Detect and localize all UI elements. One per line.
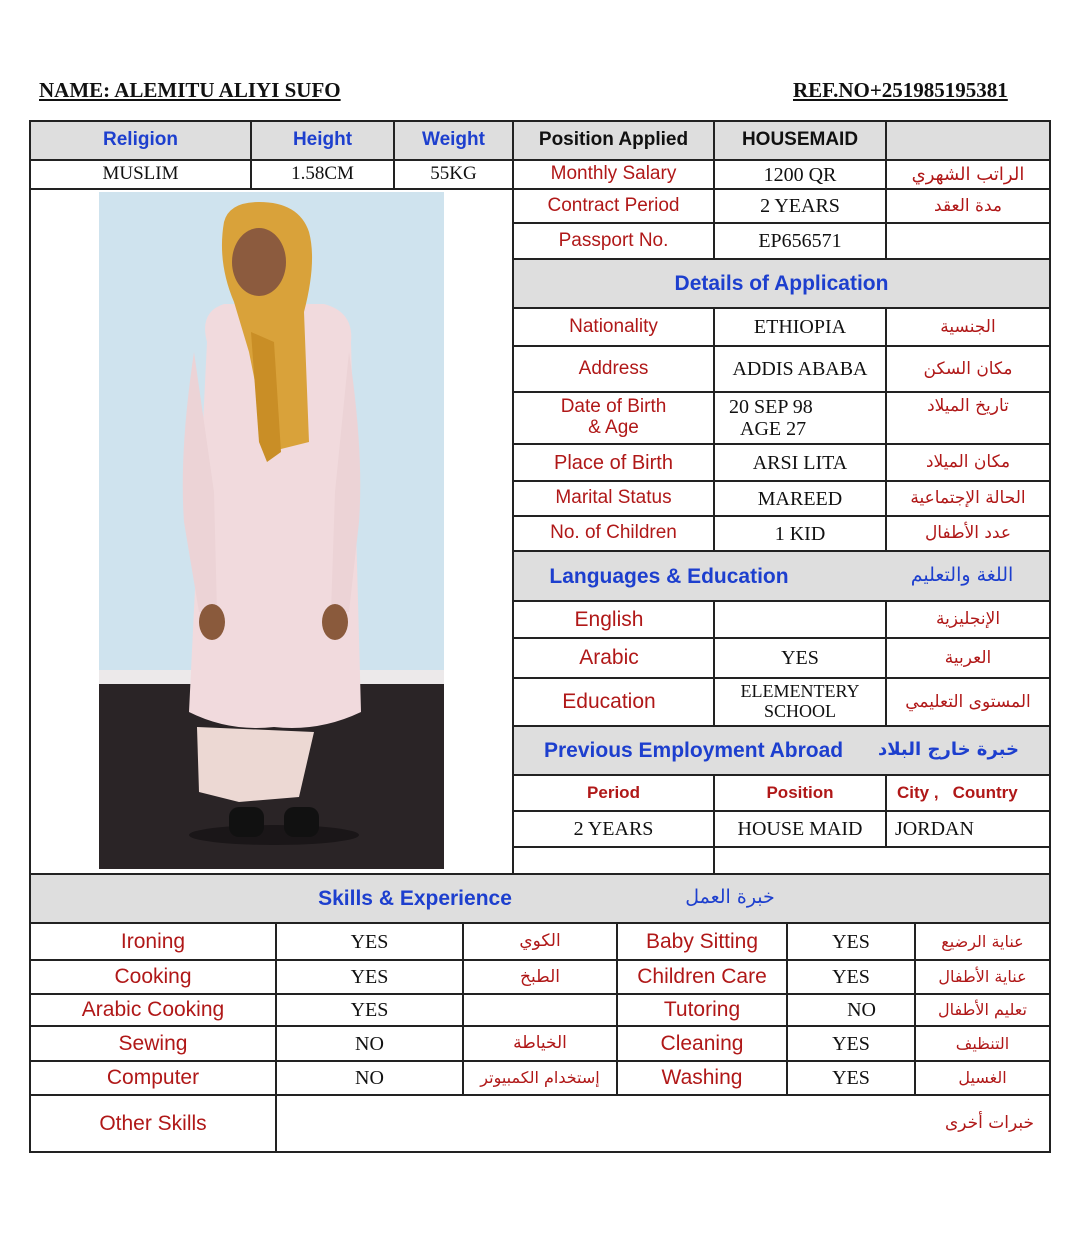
other-skills-label: Other Skills: [99, 1111, 207, 1135]
employment-period: 2 YEARS: [573, 818, 654, 840]
employment-position: HOUSE MAID: [737, 818, 863, 840]
passport-value: EP656571: [758, 230, 842, 252]
skill-left-ar: الطبخ: [520, 966, 560, 987]
monthly-salary-value: 1200 QR: [763, 163, 837, 186]
contract-period-label: Contract Period: [547, 194, 680, 216]
skill-right-value: YES: [832, 1067, 870, 1089]
education-value-line2: SCHOOL: [763, 701, 836, 721]
skill-left-ar: الخياطة: [513, 1033, 567, 1054]
children-ar: عدد الأطفال: [924, 523, 1012, 544]
position-applied-value: HOUSEMAID: [741, 129, 859, 151]
skill-right-label: Children Care: [637, 965, 767, 989]
education-value-line1: ELEMENTERY: [740, 681, 860, 702]
skill-left-label: Sewing: [118, 1031, 188, 1055]
passport-label: Passport No.: [558, 229, 669, 251]
address-value: ADDIS ABABA: [732, 358, 868, 380]
height-value: 1.58CM: [291, 163, 354, 185]
contract-period-value: 2 YEARS: [760, 195, 840, 217]
english-ar: الإنجليزية: [935, 609, 1001, 630]
skill-right-value: YES: [832, 966, 870, 988]
skill-left-label: Ironing: [120, 929, 186, 953]
skill-left-label: Computer: [106, 1066, 200, 1090]
dob-value: [715, 393, 885, 443]
skill-left-ar: الكوي: [519, 931, 561, 952]
skill-left-label: Cooking: [114, 965, 192, 989]
position-applied-label: Position Applied: [538, 129, 689, 151]
dob-label-line2: & Age: [588, 417, 639, 438]
place-of-birth-ar: مكان الميلاد: [925, 452, 1011, 473]
reference-number: REF.NO+251985195381: [793, 78, 1008, 102]
languages-title: Languages & Education: [549, 564, 789, 588]
skill-right-value: YES: [832, 1032, 870, 1055]
skill-right-label: Washing: [661, 1066, 743, 1090]
candidate-photo: [99, 192, 444, 869]
dob-label: [514, 393, 713, 443]
city-header: City ,: [897, 782, 939, 802]
education-value: [715, 679, 885, 725]
address-label: Address: [578, 357, 649, 379]
nationality-ar: الجنسية: [940, 316, 996, 337]
skill-left-ar: إستخدام الكمبيوتر: [480, 1068, 600, 1088]
other-skills-value: [277, 1096, 917, 1151]
contract-period-ar: مدة العقد: [934, 195, 1002, 216]
nationality-value: ETHIOPIA: [753, 316, 847, 338]
details-title: Details of Application: [674, 271, 889, 295]
dob-value-date: 20 SEP 98: [729, 396, 813, 418]
dob-value-age: AGE 27: [740, 418, 807, 440]
skills-title: Skills & Experience: [318, 886, 512, 910]
education-ar: المستوى التعليمي: [905, 691, 1031, 712]
weight-value: 55KG: [430, 163, 477, 185]
period-column-header: Period: [587, 782, 640, 802]
skill-right-label: Cleaning: [660, 1031, 744, 1055]
place-of-birth-value: ARSI LITA: [752, 451, 848, 474]
skill-right-value: YES: [832, 930, 870, 953]
employment-title: Previous Employment Abroad: [544, 738, 844, 762]
skill-left-ar: [464, 995, 616, 1025]
marital-status-label: Marital Status: [555, 487, 672, 509]
address-ar: مكان السكن: [923, 358, 1013, 379]
skill-right-label: Baby Sitting: [645, 929, 759, 953]
dob-ar: تاريخ الميلاد: [927, 395, 1009, 416]
nationality-label: Nationality: [569, 315, 658, 337]
other-skills-ar: خبرات أخرى: [944, 1113, 1035, 1134]
marital-status-ar: الحالة الإجتماعية: [910, 488, 1026, 509]
candidate-name: NAME: ALEMITU ALIYI SUFO: [39, 78, 341, 102]
skill-left-label: Arabic Cooking: [81, 998, 225, 1022]
skills-title-ar: خبرة العمل: [685, 885, 775, 908]
skill-left-value: NO: [355, 1067, 384, 1089]
skill-left-value: YES: [350, 999, 389, 1021]
religion-value: MUSLIM: [102, 163, 179, 185]
arabic-ar: العربية: [944, 647, 992, 668]
passport-ar: [887, 224, 1049, 258]
skill-right-value: NO: [847, 999, 876, 1021]
education-label: Education: [562, 690, 656, 714]
skills-header-bg: [30, 874, 1050, 922]
height-label: Height: [292, 129, 353, 151]
position-column-header: Position: [766, 782, 834, 802]
religion-label: Religion: [103, 129, 178, 151]
arabic-label: Arabic: [579, 646, 639, 670]
english-label: English: [574, 607, 644, 631]
skill-right-ar: عناية الأطفال: [938, 967, 1027, 987]
place-of-birth-label: Place of Birth: [554, 451, 673, 474]
country-header: Country: [952, 782, 1018, 802]
skill-left-value: YES: [350, 930, 389, 953]
employment-title-ar: خبرة خارج البلاد: [878, 738, 1019, 760]
skill-right-ar: التنظيف: [955, 1033, 1010, 1053]
languages-title-ar: اللغة والتعليم: [910, 563, 1014, 586]
skill-right-label: Tutoring: [663, 998, 741, 1022]
monthly-salary-label: Monthly Salary: [550, 163, 677, 185]
skill-right-ar: عناية الرضيع: [941, 931, 1024, 951]
english-value: [715, 602, 885, 637]
marital-status-value: MAREED: [757, 487, 843, 510]
dob-label-line1: Date of Birth: [560, 396, 667, 418]
skill-right-ar: الغسيل: [958, 1068, 1007, 1088]
skill-left-value: YES: [350, 966, 389, 988]
skill-right-ar: تعليم الأطفال: [938, 1000, 1027, 1020]
monthly-salary-ar: الراتب الشهري: [911, 163, 1025, 185]
weight-label: Weight: [422, 129, 485, 151]
arabic-value: YES: [781, 647, 819, 669]
employment-country: JORDAN: [895, 818, 974, 840]
city-country-column-header: [887, 776, 1049, 810]
skill-left-value: NO: [355, 1032, 384, 1055]
children-value: 1 KID: [774, 522, 826, 545]
children-label: No. of Children: [550, 522, 677, 544]
